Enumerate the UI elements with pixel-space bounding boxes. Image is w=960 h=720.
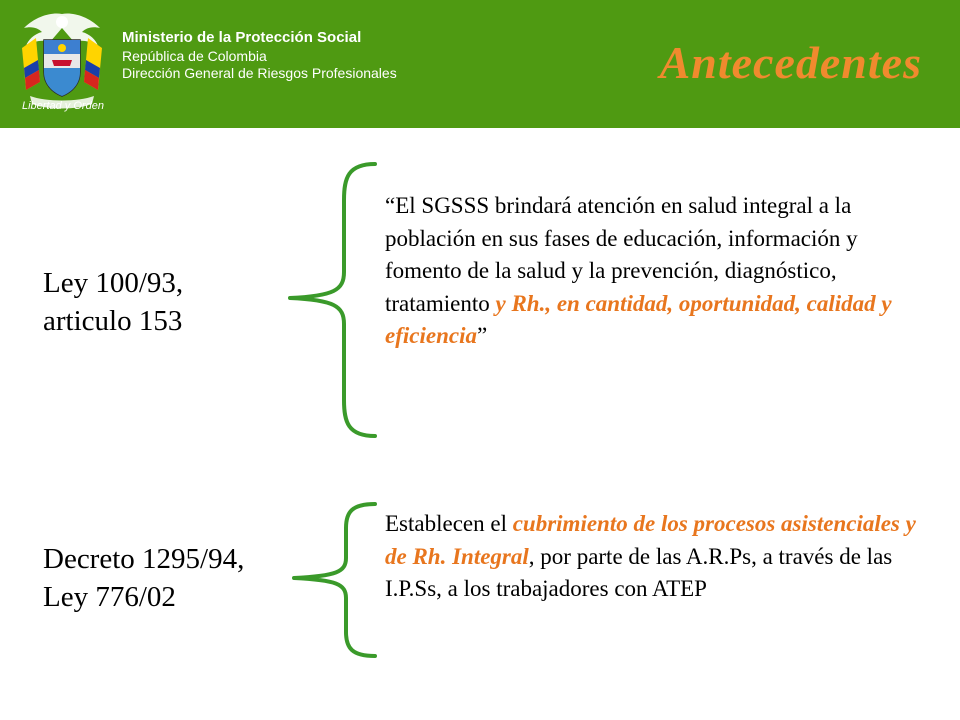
country-name: República de Colombia (122, 47, 267, 64)
decree-highlight: cubrimiento de los procesos asistenciales y de Rh. Integral (385, 511, 916, 569)
quote-highlight: y Rh., en cantidad, oportunidad, calidad y eficiencia (385, 290, 892, 348)
decree-description (385, 508, 935, 606)
law-reference-1 (43, 264, 183, 340)
ministry-block (122, 29, 397, 83)
motto: Libertad y Orden (22, 100, 104, 112)
law-1-line-1: Ley 100/93, (43, 267, 184, 299)
law-reference-2 (43, 540, 244, 616)
law-2-line-2: Ley 776/02 (43, 581, 176, 613)
law-1-line-2: articulo 153 (43, 305, 183, 337)
direction-name: Dirección General de Riesgos Profesionales (122, 65, 397, 82)
curly-brace-1 (280, 160, 380, 440)
ministry-name: Ministerio de la Protección Social (122, 29, 362, 46)
open-quote: “ (385, 193, 396, 218)
header-bar (0, 0, 960, 128)
curly-brace-2 (280, 500, 380, 660)
law-2-line-1: Decreto 1295/94, (43, 543, 245, 575)
article-153-quote (385, 190, 905, 353)
close-quote: ” (476, 323, 488, 348)
decree-text-before: Establecen el (385, 511, 513, 536)
slide-title: Antecedentes (659, 37, 922, 88)
quote-text: El SGSSS brindará atención en salud integral a la población en sus fases de educación, información y fomento de la salud y la prevención, diagnóstico, tratamiento (385, 193, 858, 316)
decree-text-after: , por parte de las A.R.Ps, a través de las I.P.Ss, a los trabajadores con ATEP (385, 543, 893, 601)
